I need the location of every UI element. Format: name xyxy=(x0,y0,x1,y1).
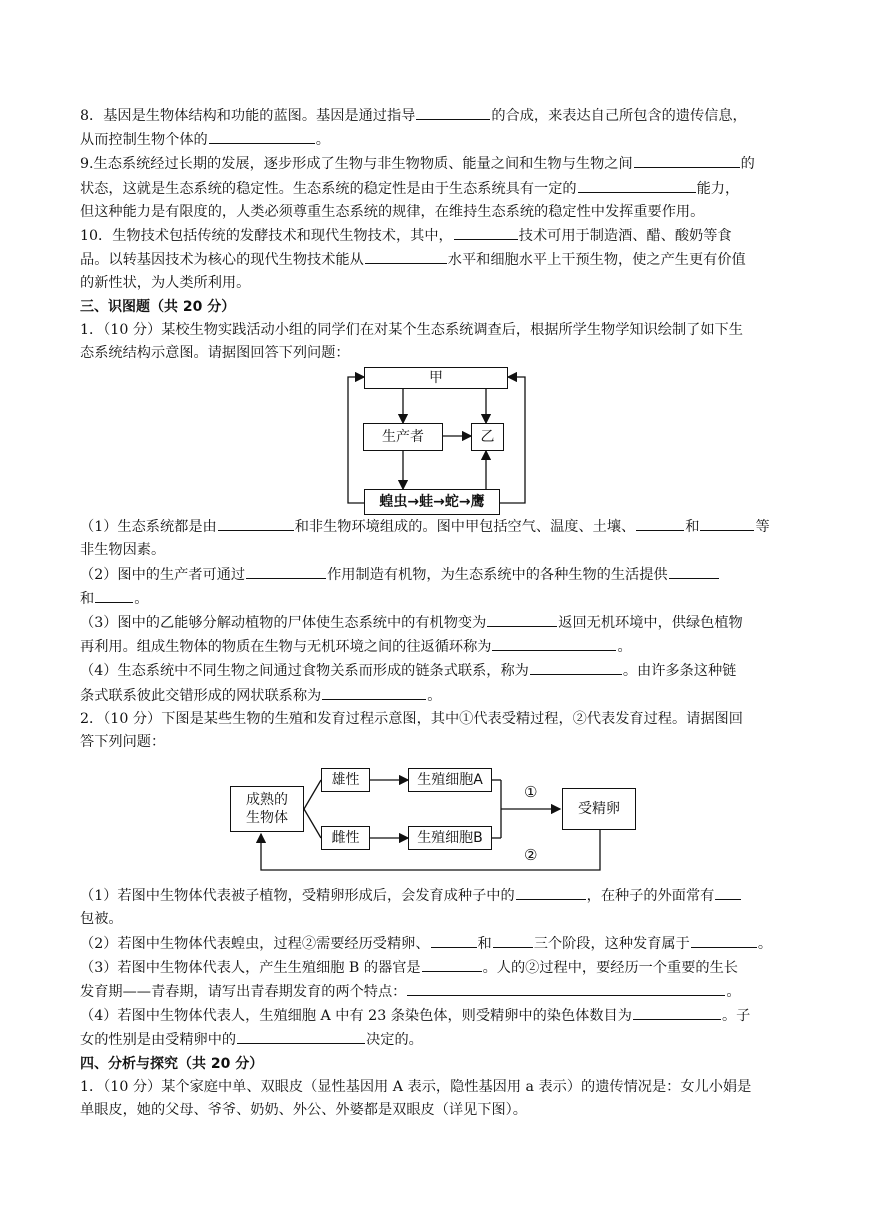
blank[interactable] xyxy=(530,659,622,675)
blank[interactable] xyxy=(454,224,518,240)
p2-line2: 答下列问题： xyxy=(80,734,166,751)
p2q3-line2: 发育期——青春期，请写出青春期发育的两个特点： 。 xyxy=(80,980,792,1004)
blank[interactable] xyxy=(715,884,741,900)
box-producer: 生产者 xyxy=(363,423,443,451)
blank[interactable] xyxy=(487,611,557,627)
p2q3-line1: （3）若图中生物体代表人，产生生殖细胞 B 的器官是 。人的②过程中，要经历一个重要的生长 xyxy=(80,956,792,980)
exam-page xyxy=(80,104,792,1122)
blank[interactable] xyxy=(407,980,725,996)
blank[interactable] xyxy=(634,152,740,168)
q9-line2: 状态，这就是生态系统的稳定性。生态系统的稳定性是由于生态系统具有一定的 能力， xyxy=(80,177,792,201)
organism-label-2: 生物体 xyxy=(246,810,288,827)
q9-line1: 9.生态系统经过长期的发展，逐步形成了生物与非生物物质、能量之间和生物与生物之间 的 xyxy=(80,152,792,176)
p1q2-line2: 和 。 xyxy=(80,587,792,611)
q8-line2: 从而控制生物个体的 。 xyxy=(80,128,792,152)
q8-line1: 8．基因是生物体结构和功能的蓝图。基因是通过指导 的合成，来表达自己所包含的遗传信息， xyxy=(80,104,792,128)
p2-line1: 2．（10 分）下图是某些生物的生殖和发育过程示意图，其中①代表受精过程，②代表发育过程。请据图回 xyxy=(80,710,743,727)
p1q1-line2: 非生物因素。 xyxy=(80,542,166,559)
p2q1-line1: （1）若图中生物体代表被子植物，受精卵形成后，会发育成种子中的 ，在种子的外面常有 xyxy=(80,884,792,908)
blank[interactable] xyxy=(669,563,719,579)
section-3-heading: 三、识图题（共 20 分） xyxy=(80,298,236,315)
blank[interactable] xyxy=(416,104,490,120)
blank[interactable] xyxy=(237,1028,365,1044)
q10-line3: 的新性状，为人类所利用。 xyxy=(80,275,251,292)
blank[interactable] xyxy=(218,515,294,531)
box-jia: 甲 xyxy=(364,367,508,389)
p1-line2: 态系统结构示意图。请据图回答下列问题： xyxy=(80,345,350,362)
blank[interactable] xyxy=(700,515,754,531)
blank[interactable] xyxy=(95,587,133,603)
organism-label-1: 成熟的 xyxy=(246,792,288,809)
ecosystem-diagram xyxy=(80,365,792,515)
box-cell-a: 生殖细胞A xyxy=(408,768,492,792)
box-yi: 乙 xyxy=(471,423,504,451)
reproduction-diagram xyxy=(80,754,792,884)
p1q2-line1: （2）图中的生产者可通过 作用制造有机物，为生态系统中的各种生物的生活提供 xyxy=(80,563,792,587)
p2q1-line2: 包被。 xyxy=(80,911,123,928)
blank[interactable] xyxy=(492,635,616,651)
q10-line1: 10．生物技术包括传统的发酵技术和现代生物技术，其中， 技术可用于制造酒、醋、酸奶等食 xyxy=(80,224,792,248)
process-2-label: ② xyxy=(524,846,538,865)
blank[interactable] xyxy=(322,684,426,700)
p4-line1: 1．（10 分）某个家庭中单、双眼皮（显性基因用 A 表示，隐性基因用 a 表示）的遗传情况是：女儿小娟是 xyxy=(80,1078,752,1095)
blank[interactable] xyxy=(691,932,757,948)
box-male: 雄性 xyxy=(321,768,370,792)
blank[interactable] xyxy=(209,128,315,144)
process-1-label: ① xyxy=(524,783,538,802)
blank[interactable] xyxy=(636,515,684,531)
box-food-chain: 蝗虫→蛙→蛇→鹰 xyxy=(364,489,500,515)
p1q4-line1: （4）生态系统中不同生物之间通过食物关系而形成的链条式联系，称为 。由许多条这种链 xyxy=(80,659,792,683)
blank[interactable] xyxy=(516,884,586,900)
p4-line2: 单眼皮，她的父母、爷爷、奶奶、外公、外婆都是双眼皮（详见下图）。 xyxy=(80,1102,527,1119)
p2q4-line2: 女的性别是由受精卵中的 决定的。 xyxy=(80,1028,792,1052)
p2q4-line1: （4）若图中生物体代表人，生殖细胞 A 中有 23 条染色体，则受精卵中的染色体数目为 。子 xyxy=(80,1004,792,1028)
blank[interactable] xyxy=(246,563,326,579)
section-4-heading: 四、分析与探究（共 20 分） xyxy=(80,1055,264,1072)
p1q4-line2: 条式联系彼此交错形成的网状联系称为 。 xyxy=(80,684,792,708)
blank[interactable] xyxy=(431,932,477,948)
box-cell-b: 生殖细胞B xyxy=(408,826,492,850)
box-female: 雌性 xyxy=(321,826,370,850)
p1q3-line2: 再利用。组成生物体的物质在生物与无机环境之间的往返循环称为 。 xyxy=(80,635,792,659)
p2q2-line1: （2）若图中生物体代表蝗虫，过程②需要经历受精卵、 和 三个阶段，这种发育属于 。 xyxy=(80,932,792,956)
p1q3-line1: （3）图中的乙能够分解动植物的尸体使生态系统中的有机物变为 返回无机环境中，供绿色植物 xyxy=(80,611,792,635)
box-mature-organism xyxy=(230,786,304,832)
blank[interactable] xyxy=(633,1004,721,1020)
q9-line3: 但这种能力是有限度的，人类必须尊重生态系统的规律，在维持生态系统的稳定性中发挥重要作用。 xyxy=(80,203,705,220)
blank[interactable] xyxy=(578,177,696,193)
q10-line2: 品。以转基因技术为核心的现代生物技术能从 水平和细胞水平上干预生物，使之产生更有价值 xyxy=(80,248,792,272)
blank[interactable] xyxy=(365,248,447,264)
p1-line1: 1．（10 分）某校生物实践活动小组的同学们在对某个生态系统调查后，根据所学生物学知识绘制了如下生 xyxy=(80,321,743,338)
p1q1-line1: （1）生态系统都是由 和非生物环境组成的。图中甲包括空气、温度、土壤、 和 等 xyxy=(80,515,792,539)
blank[interactable] xyxy=(422,956,482,972)
box-zygote: 受精卵 xyxy=(562,788,636,830)
blank[interactable] xyxy=(493,932,533,948)
